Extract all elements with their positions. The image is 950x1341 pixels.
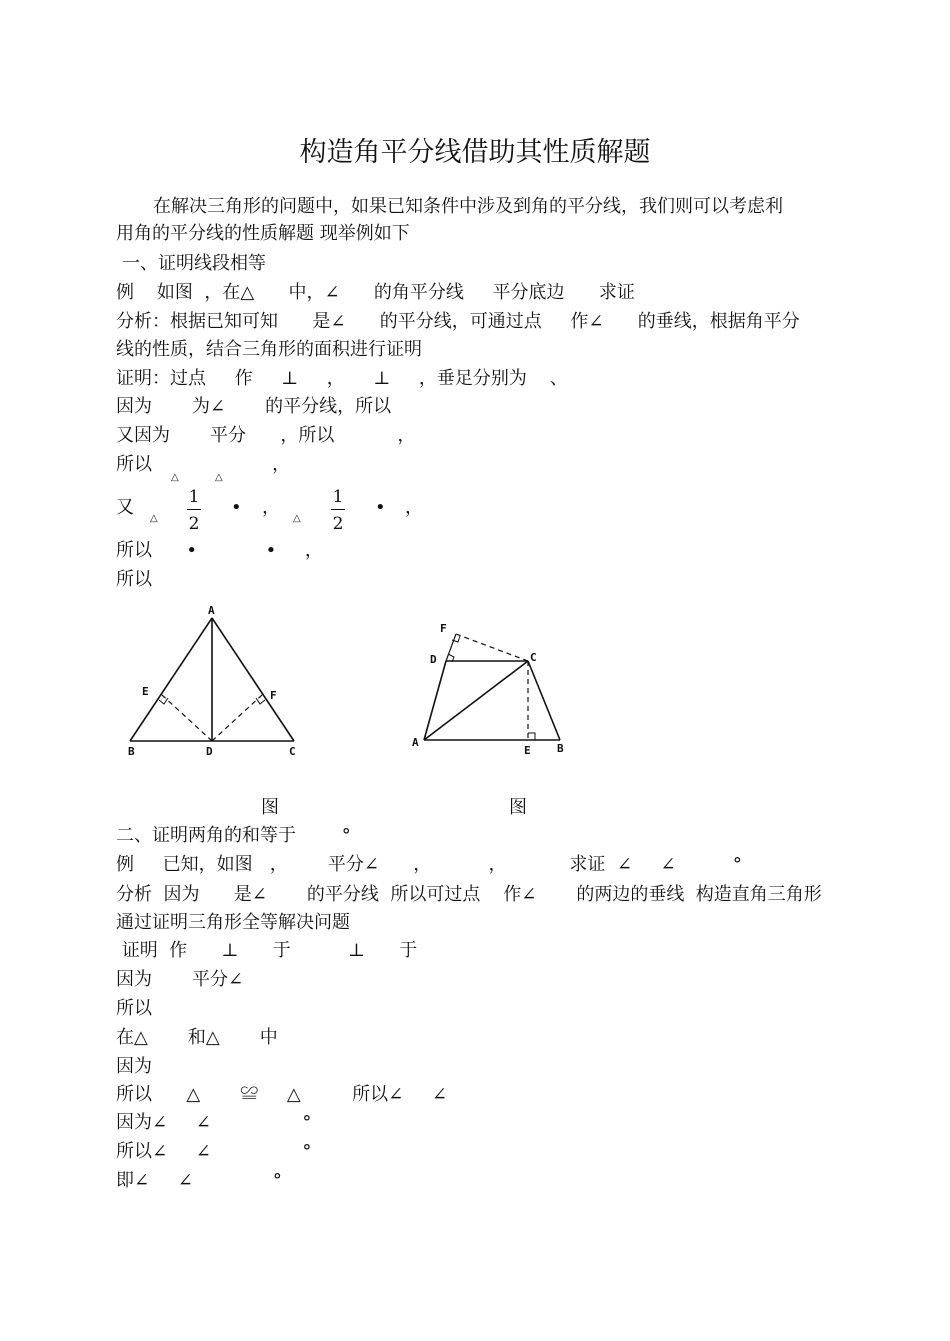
triangle-mark: △ — [150, 513, 158, 524]
section1-proof-7: 所以 — [116, 569, 152, 590]
figure-2-caption: 图 — [509, 797, 527, 818]
figure-2-trapezoid — [404, 616, 584, 762]
section2-proof-8: 所以∠ ∠ ° — [116, 1141, 312, 1162]
fraction-bar — [187, 509, 201, 510]
figure2-label-F: F — [440, 622, 447, 635]
section2-proof-5: 因为 — [116, 1056, 152, 1077]
section2-proof-4: 在△ 和△ 中 — [116, 1027, 278, 1048]
figure2-label-E: E — [524, 744, 531, 757]
fraction-numerator: 1 — [188, 487, 200, 507]
triangle-mark: △ — [215, 472, 223, 483]
fraction-denominator: 2 — [332, 514, 344, 534]
section1-proof-4: 所以 ， — [116, 454, 291, 475]
section2-heading: 二、证明两角的和等于 ° — [116, 825, 351, 846]
intro-line-2: 用角的平分线的性质解题 现举例如下 — [116, 223, 410, 244]
section2-example: 例 已知，如图 ， 平分∠ ， ， 求证 ∠ ∠ ° — [116, 854, 742, 875]
section1-proof-1: 证明：过点 作 ⊥ ， ⊥ ，垂足分别为 、 — [116, 368, 568, 389]
figure1-label-F: F — [270, 689, 277, 702]
intro-line-1: 在解决三角形的问题中，如果已知条件中涉及到角的平分线，我们则可以考虑利 — [153, 196, 783, 217]
section1-analysis-2: 线的性质，结合三角形的面积进行证明 — [116, 339, 422, 360]
section1-proof-3: 又因为 平分 ，所以 ， — [116, 425, 416, 446]
section2-proof-9: 即∠ ∠ ° — [116, 1170, 282, 1191]
fraction-bar — [331, 509, 345, 510]
figure1-label-B: B — [128, 745, 135, 758]
section2-analysis-2: 通过证明三角形全等解决问题 — [116, 912, 350, 933]
section1-example: 例 如图 ，在△ 中，∠ 的角平分线 平分底边 求证 — [116, 282, 635, 303]
section1-proof-2: 因为 为∠ 的平分线，所以 — [116, 396, 392, 417]
section2-proof-3: 所以 — [116, 998, 152, 1019]
figure1-label-D: D — [206, 745, 213, 758]
figure2-label-B: B — [557, 742, 564, 755]
section1-proof-5-prefix: 又 — [116, 497, 134, 518]
section2-proof-2: 因为 平分∠ — [116, 969, 244, 990]
comma: ， — [405, 497, 423, 518]
figure2-label-D: D — [430, 653, 437, 666]
figure-1-triangle — [118, 598, 318, 768]
figure-1-caption: 图 — [261, 797, 279, 818]
comma: ， — [262, 497, 280, 518]
figure1-label-A: A — [208, 604, 215, 617]
multiply-dot: • — [375, 497, 386, 518]
section2-proof-1: 证明 作 ⊥ 于 ⊥ 于 — [116, 940, 418, 961]
triangle-mark: △ — [293, 513, 301, 524]
section2-proof-6: 所以 △ ≌ △ 所以∠ ∠ — [116, 1084, 447, 1105]
multiply-dot: • — [231, 497, 242, 518]
figure1-label-C: C — [289, 745, 296, 758]
page-title: 构造角平分线借助其性质解题 — [299, 137, 651, 168]
fraction-numerator: 1 — [332, 487, 344, 507]
section1-proof-6: 所以 • • ， — [116, 540, 323, 561]
figure2-label-A: A — [412, 736, 419, 749]
section1-analysis-1: 分析：根据已知可知 是∠ 的平分线，可通过点 作∠ 的垂线，根据角平分 — [116, 311, 800, 332]
triangle-mark: △ — [171, 472, 179, 483]
section2-analysis-1: 分析 因为 是∠ 的平分线 所以可过点 作∠ 的两边的垂线 构造直角三角形 — [116, 884, 822, 905]
section1-heading: 一、证明线段相等 — [122, 253, 266, 274]
section2-proof-7: 因为∠ ∠ ° — [116, 1112, 312, 1133]
figure1-label-E: E — [142, 685, 149, 698]
fraction-denominator: 2 — [188, 514, 200, 534]
figure2-label-C: C — [530, 651, 537, 664]
